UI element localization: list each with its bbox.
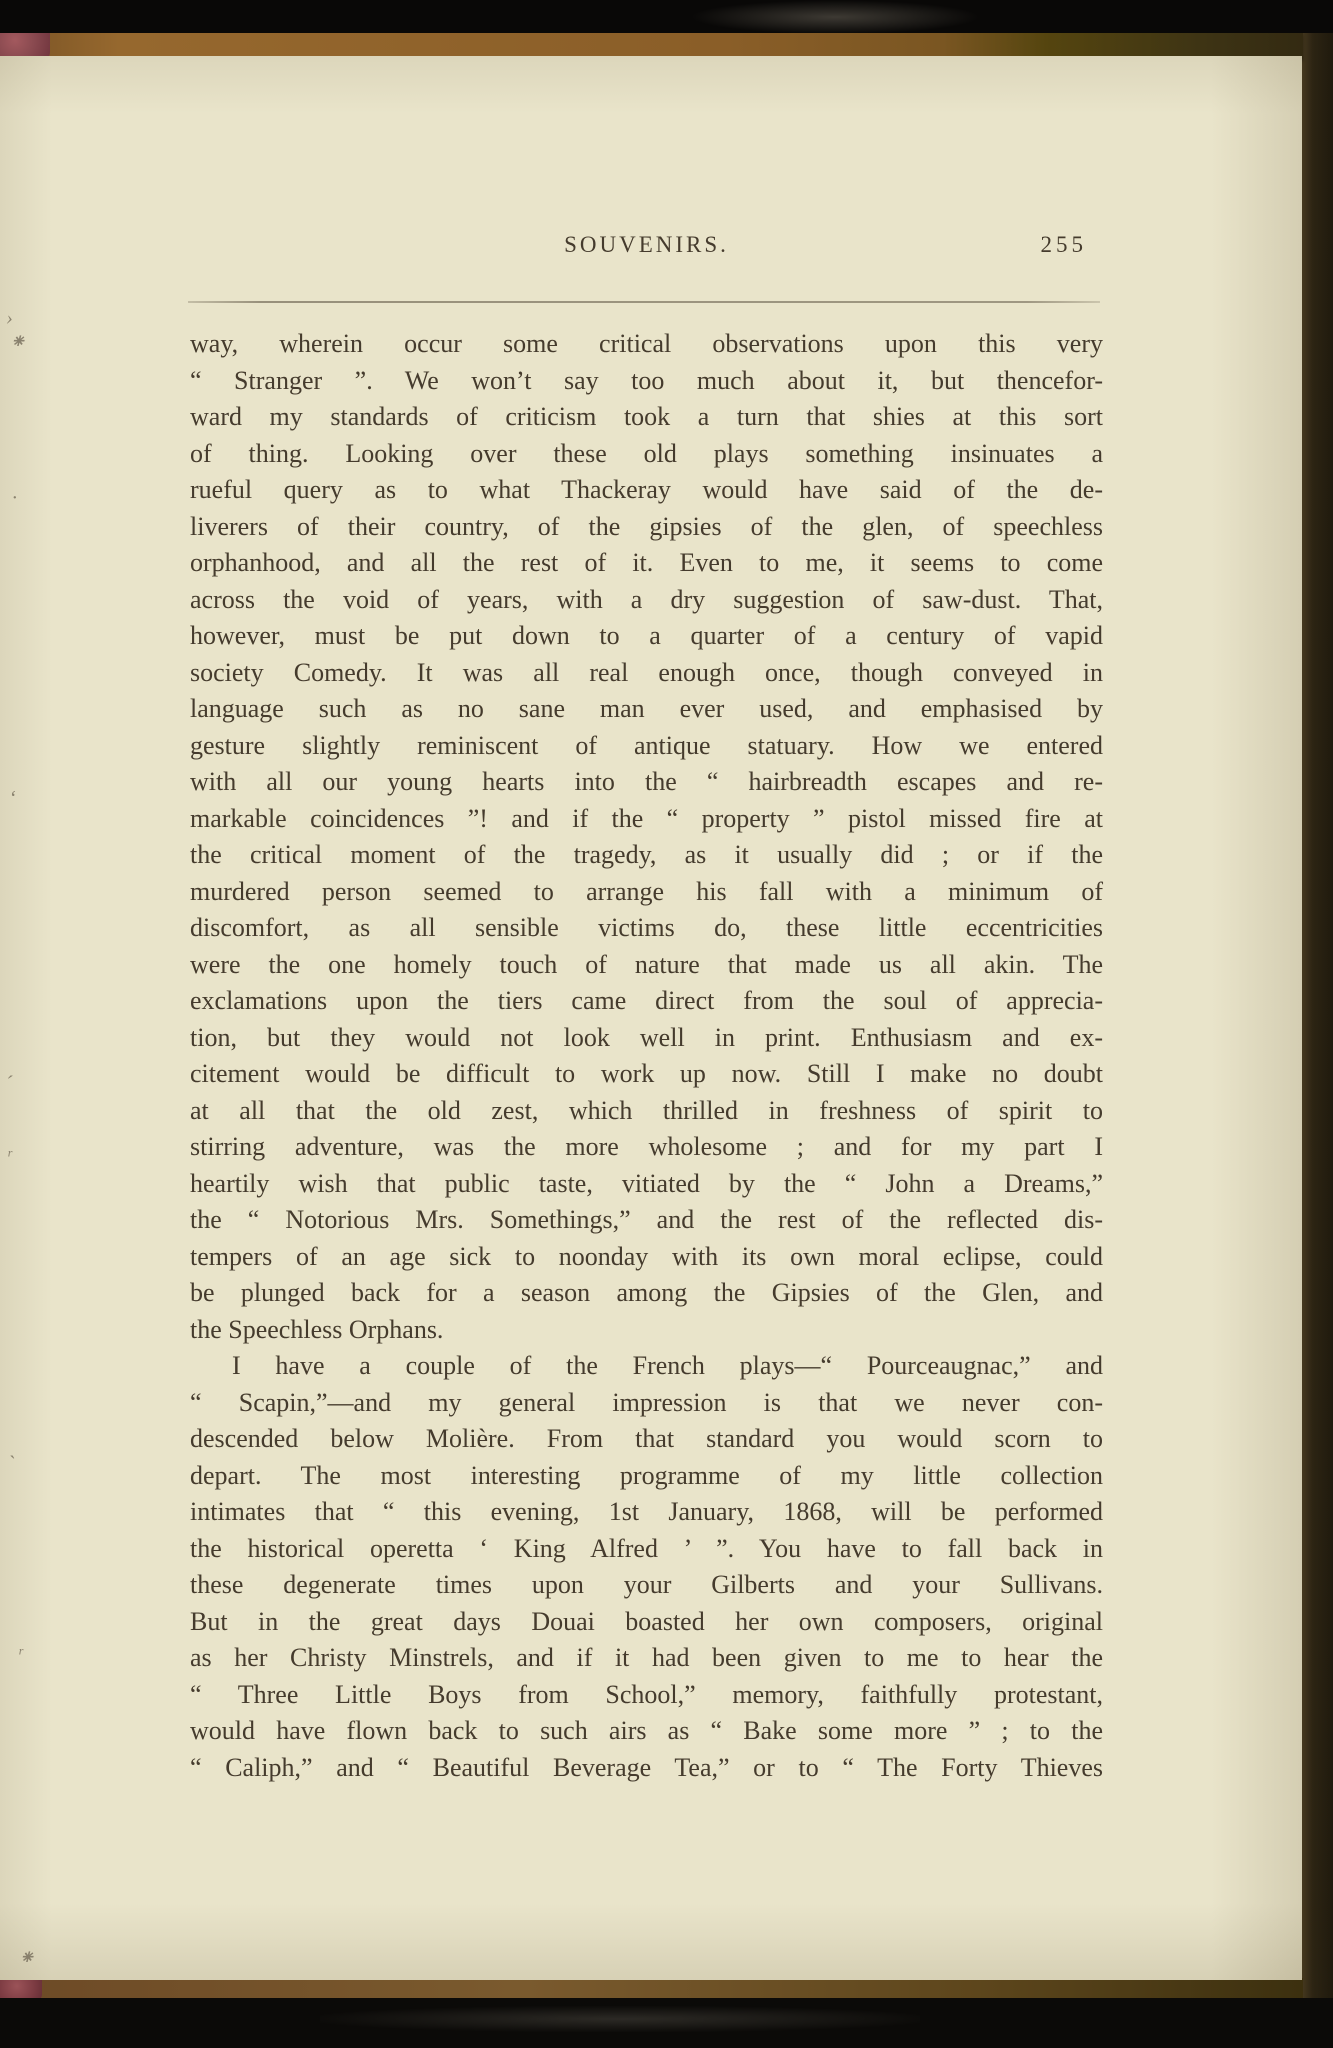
book-page (0, 56, 1302, 1980)
text-line: “ Scapin,”—and my general impression is that we never con- (190, 1387, 1103, 1417)
text-line: depart. The most interesting programme of my little collection (190, 1460, 1103, 1490)
text-line: however, must be put down to a quarter of a century of vapid (190, 621, 1103, 650)
text-line: stirring adventure, was the more wholesome ; and for my part I (190, 1132, 1103, 1161)
margin-mark: › (6, 307, 13, 329)
text-line: heartily wish that public taste, vitiated by the “ John a Dreams,” (190, 1168, 1103, 1198)
book-board-bottom-edge (0, 1978, 1303, 2000)
text-line: But in the great days Douai boasted her own composers, original (190, 1606, 1103, 1636)
background-smudge-top (690, 0, 980, 34)
margin-mark: ˎ (9, 1437, 16, 1459)
text-line: the Speechless Orphans. (190, 1314, 444, 1344)
text-line: exclamations upon the tiers came direct from the soul of apprecia- (190, 986, 1103, 1015)
text-line: rueful query as to what Thackeray would have said of the de- (190, 475, 1103, 504)
text-line: the historical operetta ‘ King Alfred ’ ”. You have to fall back in (190, 1533, 1103, 1563)
body-text-block (190, 326, 1103, 1786)
text-line: “ Three Little Boys from School,” memory, faithfully protestant, (190, 1679, 1103, 1709)
text-line: tempers of an age sick to noonday with its own moral eclipse, could (190, 1241, 1103, 1271)
text-line: were the one homely touch of nature that made us all akin. The (190, 949, 1103, 979)
margin-mark: ʳ (18, 1643, 23, 1665)
scan-background-top-band (0, 0, 1333, 33)
text-line: orphanhood, and all the rest of it. Even to me, it seems to come (190, 548, 1103, 577)
text-line: intimates that “ this evening, 1st January, 1868, will be performed (190, 1497, 1103, 1526)
text-line: across the void of years, with a dry suggestion of saw-dust. That, (190, 584, 1103, 614)
background-smudge-bottom (320, 2006, 920, 2032)
text-line: discomfort, as all sensible victims do, these little eccentricities (190, 913, 1103, 942)
text-line: society Comedy. It was all real enough once, though conveyed in (190, 657, 1103, 687)
text-line: as her Christy Minstrels, and if it had been given to me to hear the (190, 1643, 1103, 1672)
margin-mark: ʻ (9, 787, 16, 809)
text-line: language such as no sane man ever used, and emphasised by (190, 694, 1103, 723)
text-line: liverers of their country, of the gipsies of the glen, of speechless (190, 511, 1103, 541)
text-line: descended below Molière. From that standard you would scorn to (190, 1424, 1103, 1453)
text-line: of thing. Looking over these old plays something insinuates a (190, 438, 1103, 468)
text-line: be plunged back for a season among the Gipsies of the Glen, and (190, 1278, 1103, 1307)
text-line: murdered person seemed to arrange his fall with a minimum of (190, 876, 1103, 906)
text-line: citement would be difficult to work up now. Still I make no doubt (190, 1059, 1103, 1088)
margin-mark: ˏ (7, 1057, 14, 1079)
text-line: these degenerate times upon your Gilberts and your Sullivans. (190, 1570, 1103, 1599)
margin-mark: ⁕ (18, 1947, 35, 1969)
text-line: “ Stranger ”. We won’t say too much about it, but thencefor- (190, 365, 1103, 395)
margin-mark: ⁕ (9, 331, 26, 353)
text-line: ward my standards of criticism took a turn that shies at this sort (190, 402, 1103, 431)
text-line: way, wherein occur some critical observations upon this very (190, 329, 1103, 358)
book-cover-right-edge (1302, 0, 1333, 2048)
text-line: at all that the old zest, which thrilled in freshness of spirit to (190, 1095, 1103, 1125)
text-line: with all our young hearts into the “ hairbreadth escapes and re- (190, 767, 1103, 796)
text-line: I have a couple of the French plays—“ Pourceaugnac,” and (232, 1351, 1103, 1380)
page-number: 255 (1040, 232, 1087, 257)
text-line: tion, but they would not look well in print. Enthusiasm and ex- (190, 1022, 1103, 1052)
text-line: gesture slightly reminiscent of antique statuary. How we entered (190, 730, 1103, 760)
running-head (190, 232, 1103, 262)
text-line: the critical moment of the tragedy, as it usually did ; or if the (190, 840, 1103, 869)
text-line: would have flown back to such airs as “ Bake some more ” ; to the (190, 1716, 1103, 1745)
margin-mark: · (12, 487, 17, 509)
text-line: “ Caliph,” and “ Beautiful Beverage Tea,” or to “ The Forty Thieves (190, 1752, 1103, 1782)
header-rule (188, 301, 1100, 303)
text-line: the “ Notorious Mrs. Somethings,” and the rest of the reflected dis- (190, 1205, 1103, 1234)
running-head-title: SOUVENIRS. (564, 232, 729, 257)
margin-mark: ʳ (7, 1145, 12, 1167)
text-line: markable coincidences ”! and if the “ property ” pistol missed fire at (190, 803, 1103, 833)
